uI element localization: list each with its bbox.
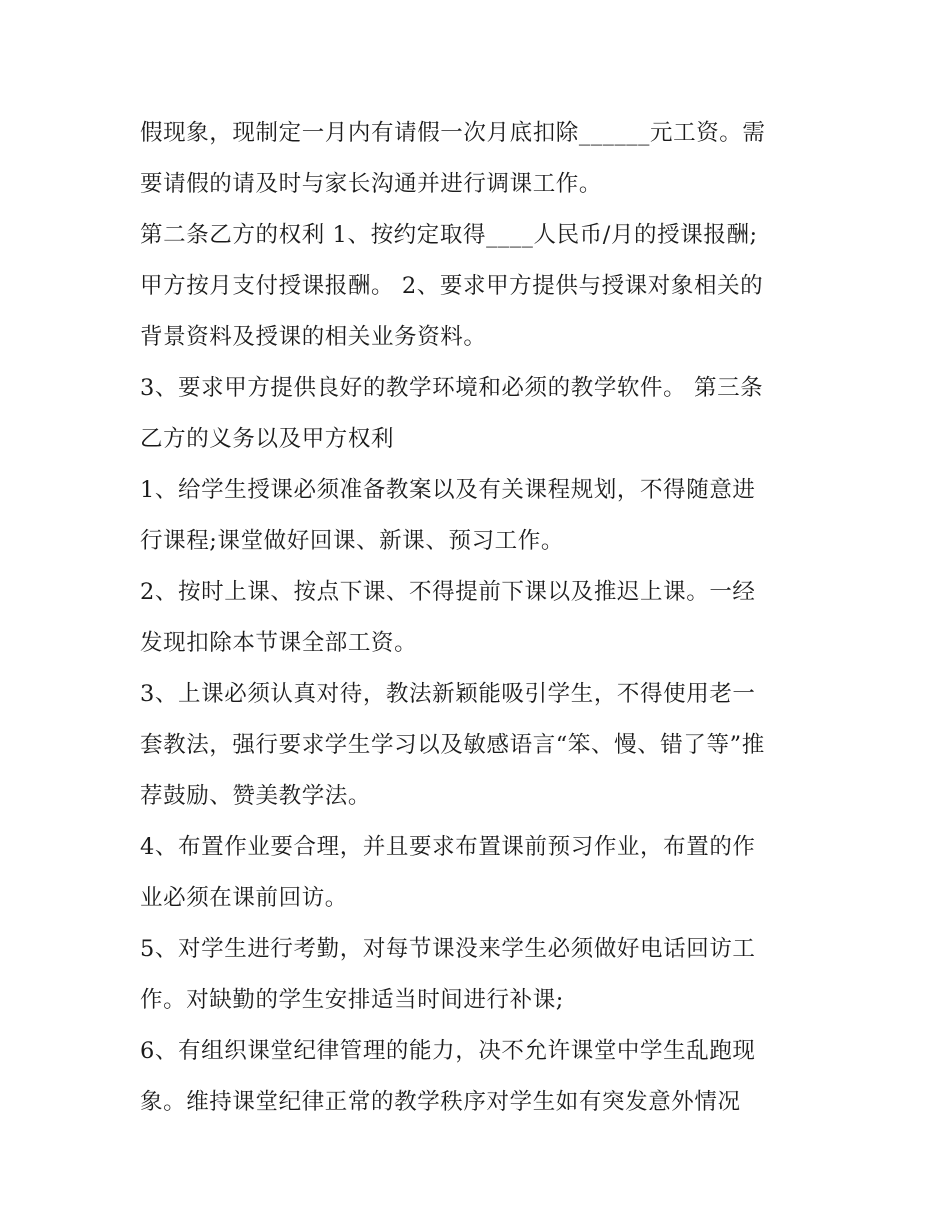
document-body (140, 108, 820, 1128)
text-line: 2、按时上课、按点下课、不得提前下课以及推迟上课。一经 (140, 579, 756, 605)
text-line: 第二条乙方的权利 1、按约定取得____人民币/月的授课报酬; (140, 222, 758, 248)
text-line: 要请假的请及时与家长沟通并进行调课工作。 (140, 171, 603, 197)
text-line: 6、有组织课堂纪律管理的能力，决不允许课堂中学生乱跑现 (140, 1038, 756, 1064)
text-line: 假现象，现制定一月内有请假一次月底扣除______元工资。需 (140, 120, 766, 146)
text-line: 业必须在课前回访。 (140, 885, 348, 911)
text-line: 背景资料及授课的相关业务资料。 (140, 324, 487, 350)
text-line: 作。对缺勤的学生安排适当时间进行补课; (140, 987, 564, 1013)
text-line: 发现扣除本节课全部工资。 (140, 630, 418, 656)
text-line: 4、布置作业要合理，并且要求布置课前预习作业，布置的作 (140, 834, 756, 860)
text-line: 行课程;课堂做好回课、新课、预习工作。 (140, 528, 564, 554)
text-line: 套教法，强行要求学生学习以及敏感语言“笨、慢、错了等”推 (140, 732, 765, 758)
text-line: 荐鼓励、赞美教学法。 (140, 783, 372, 809)
text-line: 3、要求甲方提供良好的教学环境和必须的教学软件。 第三条 (140, 375, 764, 401)
text-line: 3、上课必须认真对待，教法新颖能吸引学生，不得使用老一 (140, 681, 756, 707)
text-line: 象。维持课堂纪律正常的教学秩序对学生如有突发意外情况 (140, 1089, 741, 1115)
text-line: 甲方按月支付授课报酬。 2、要求甲方提供与授课对象相关的 (140, 273, 764, 299)
text-line: 乙方的义务以及甲方权利 (140, 426, 395, 452)
text-line: 5、对学生进行考勤，对每节课没来学生必须做好电话回访工 (140, 936, 756, 962)
text-line: 1、给学生授课必须准备教案以及有关课程规划，不得随意进 (140, 477, 756, 503)
